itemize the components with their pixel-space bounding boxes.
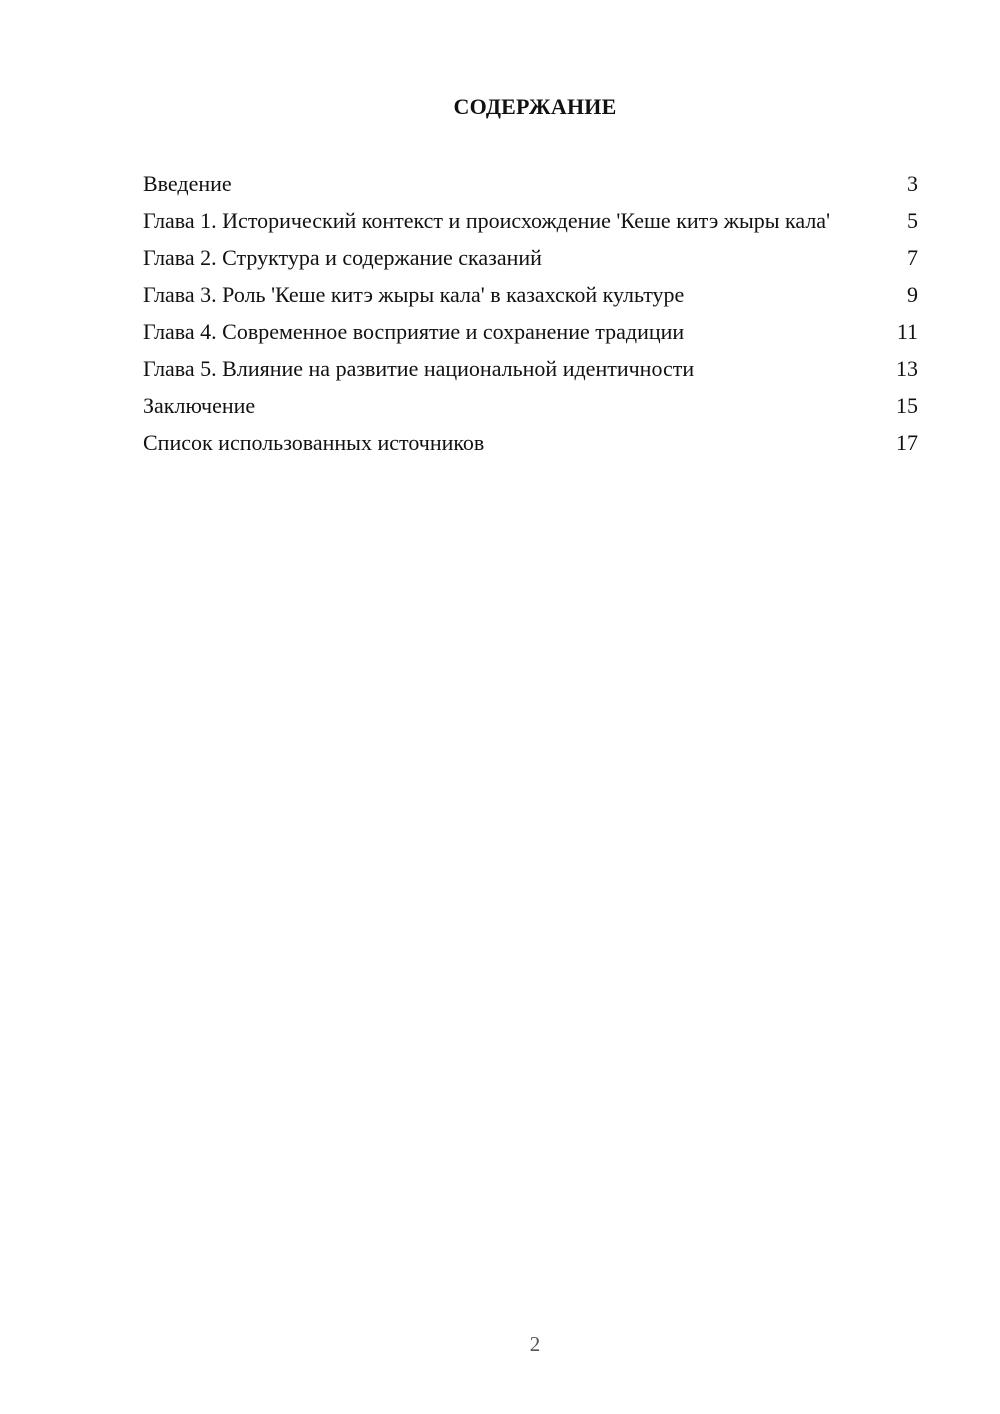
toc-entry-page: 13 — [896, 356, 918, 381]
table-of-contents — [143, 170, 918, 466]
toc-entry-conclusion — [143, 392, 918, 420]
toc-entry-title: Глава 4. Современное восприятие и сохранение традиции — [143, 319, 685, 344]
toc-entry-page: 15 — [896, 393, 918, 418]
toc-entry-page: 11 — [896, 319, 918, 344]
toc-entry-page: 3 — [907, 171, 918, 196]
toc-entry-chapter-5 — [143, 355, 918, 383]
toc-entry-chapter-1 — [143, 207, 918, 235]
toc-entry-page: 9 — [907, 282, 918, 307]
toc-entry-title: Глава 1. Исторический контекст и происхождение 'Кеше китэ жыры кала' — [143, 208, 831, 233]
toc-entry-references — [143, 429, 918, 457]
toc-entry-chapter-4 — [143, 318, 918, 346]
page-number: 2 — [529, 1332, 541, 1356]
toc-entry-page: 17 — [896, 430, 918, 455]
toc-entry-title: Глава 5. Влияние на развитие национальной идентичности — [143, 356, 695, 381]
toc-entry-title: Глава 3. Роль 'Кеше китэ жыры кала' в казахской культуре — [143, 282, 685, 307]
toc-entry-chapter-2 — [143, 244, 918, 272]
toc-entry-title: Глава 2. Структура и содержание сказаний — [143, 245, 542, 270]
toc-entry-title: Список использованных источников — [143, 430, 485, 455]
page-title: СОДЕРЖАНИЕ — [453, 94, 617, 119]
toc-entry-title: Введение — [143, 171, 232, 196]
toc-entry-page: 5 — [907, 208, 918, 233]
toc-entry-page: 7 — [907, 245, 918, 270]
toc-entry-chapter-3 — [143, 281, 918, 309]
toc-entry-title: Заключение — [143, 393, 256, 418]
toc-entry-introduction — [143, 170, 918, 198]
